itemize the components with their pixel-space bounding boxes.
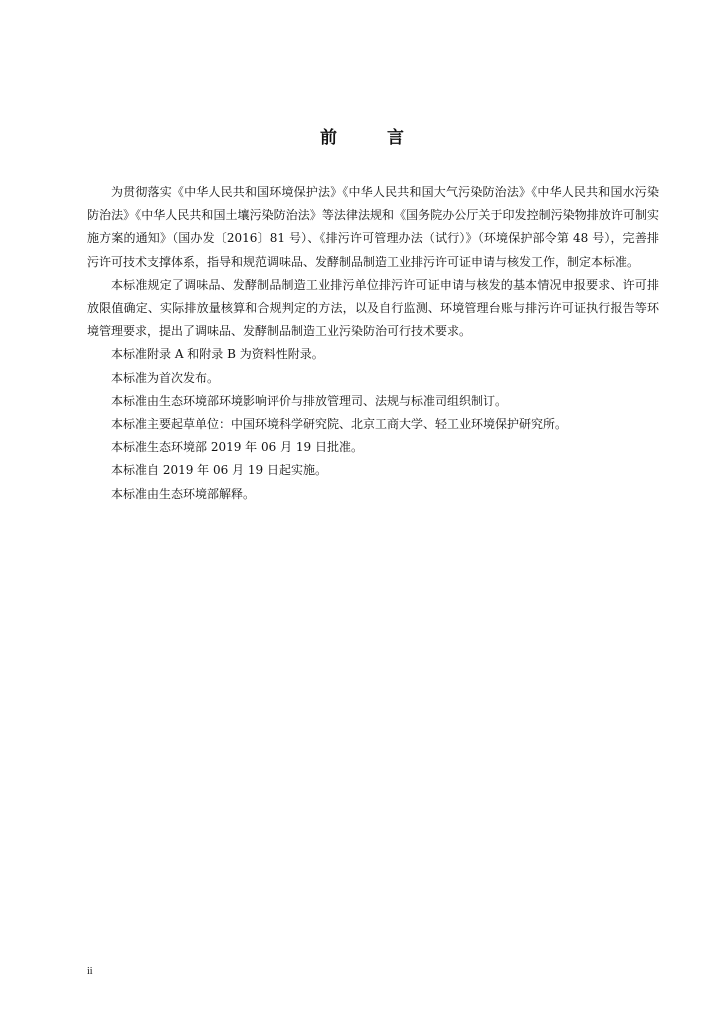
paragraph-approval-date: 本标准生态环境部 2019 年 06 月 19 日批准。 [111, 440, 363, 455]
paragraph-effective-date: 本标准自 2019 年 06 月 19 日起实施。 [111, 463, 327, 478]
paragraph-scope: 本标准规定了调味品、发酵制品制造工业排污单位排污许可证申请与核发的基本情况申报要求、许可排放限值确定、实际排放量核算和合规判定的方法，以及自行监测、环境管理台账与排污许可证执行报告等环境管理要求，提出了调味品、发酵制品制造工业污染防治可行技术要求。 [87, 277, 659, 339]
page-number: ii [87, 966, 93, 977]
paragraph-appendix: 本标准附录 A 和附录 B 为资料性附录。 [111, 347, 324, 362]
paragraph-organizer: 本标准由生态环境部环境影响评价与排放管理司、法规与标准司组织制订。 [111, 393, 508, 408]
paragraph-purpose: 为贯彻落实《中华人民共和国环境保护法》《中华人民共和国大气污染防治法》《中华人民共和国水污染防治法》《中华人民共和国土壤污染防治法》等法律法规和《国务院办公厅关于印发控制污染物排放许可制实施方案的通知》（国办发〔2016〕81 号）、《排污许可管理办法（试行）》（环境保护部令第 48 号），完善排污许可技术支撑体系，指导和规范调味品、发酵制品制造工业排污许可证申请与核发工作，制定本标准。 [87, 185, 659, 269]
document-body [87, 181, 659, 506]
page-title: 前 言 [320, 128, 426, 148]
paragraph-drafting-units: 本标准主要起草单位：中国环境科学研究院、北京工商大学、轻工业环境保护研究所。 [111, 417, 568, 432]
paragraph-interpretation: 本标准由生态环境部解释。 [111, 486, 256, 501]
paragraph-first-release: 本标准为首次发布。 [111, 370, 220, 385]
